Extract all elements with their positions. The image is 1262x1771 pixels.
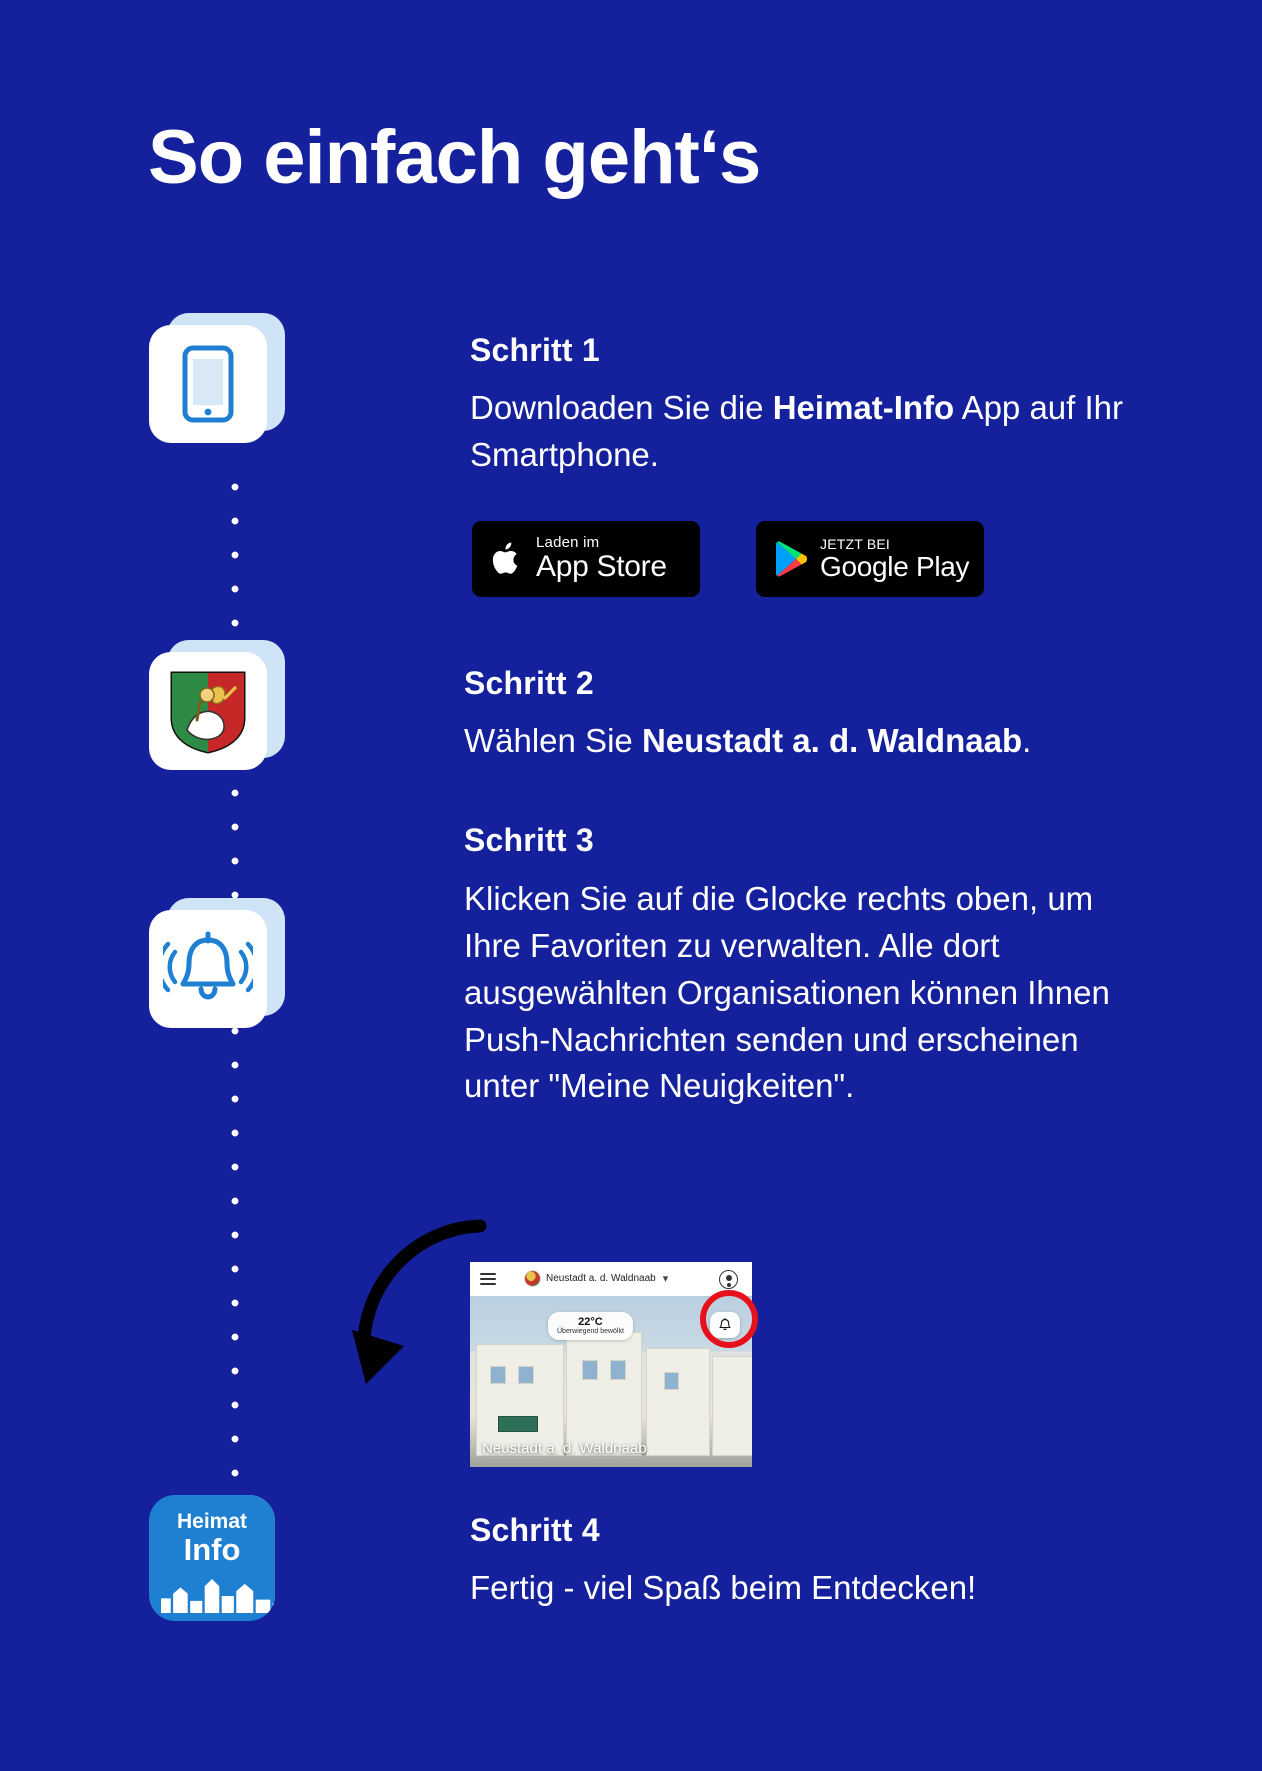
step-1-heading: Schritt 1 bbox=[470, 332, 600, 368]
step-1-body bbox=[470, 385, 1160, 479]
google-play-triangle-icon bbox=[772, 539, 808, 579]
step-2-body-bold: Neustadt a. d. Waldnaab bbox=[641, 722, 1023, 759]
chevron-down-icon: ▾ bbox=[662, 1273, 669, 1285]
step-1-body-prefix: Downloaden Sie die bbox=[470, 389, 773, 426]
apple-app-store-badge[interactable] bbox=[472, 521, 700, 597]
ringing-bell-icon bbox=[149, 910, 267, 1028]
smartphone-icon bbox=[149, 325, 267, 443]
google-badge-small-text: JETZT BEI bbox=[820, 535, 890, 552]
step-2-body bbox=[464, 718, 1204, 765]
curved-arrow-icon bbox=[352, 1218, 487, 1398]
step-3-heading: Schritt 3 bbox=[464, 822, 594, 858]
app-topbar bbox=[470, 1262, 752, 1296]
app-icon-line2: Info bbox=[183, 1532, 241, 1567]
city-selector-label: Neustadt a. d. Waldnaab bbox=[546, 1273, 656, 1284]
step-2-body-prefix: Wählen Sie bbox=[464, 722, 642, 759]
apple-badge-big-text: App Store bbox=[536, 550, 667, 584]
app-icon-text bbox=[149, 1511, 275, 1565]
step-2-body-suffix: . bbox=[1022, 722, 1032, 759]
coat-of-arms-icon bbox=[149, 652, 267, 770]
step-4-body: Fertig - viel Spaß beim Entdecken! bbox=[470, 1569, 977, 1606]
hero-photo-caption: Neustadt a. d. Waldnaab bbox=[482, 1440, 647, 1457]
apple-logo-icon bbox=[490, 539, 524, 579]
page-title: So einfach geht‘s bbox=[148, 115, 761, 200]
app-screenshot bbox=[470, 1262, 752, 1467]
google-play-badge[interactable] bbox=[756, 521, 984, 597]
step-2-heading: Schritt 2 bbox=[464, 665, 594, 701]
step-3-icon-card bbox=[149, 910, 267, 1028]
weather-widget[interactable] bbox=[548, 1312, 633, 1340]
google-badge-big-text: Google Play bbox=[820, 550, 970, 582]
heimat-info-app-icon bbox=[149, 1495, 275, 1621]
hamburger-menu-icon[interactable] bbox=[480, 1273, 496, 1285]
city-selector[interactable] bbox=[524, 1270, 668, 1287]
coat-of-arms-mini-icon bbox=[524, 1270, 541, 1287]
step-4-heading: Schritt 4 bbox=[470, 1512, 600, 1548]
weather-description: Überwiegend bewölkt bbox=[557, 1328, 624, 1335]
app-icon-line1: Heimat bbox=[176, 1510, 248, 1533]
step-2-icon-card bbox=[149, 652, 267, 770]
step-3-body: Klicken Sie auf die Glocke rechts oben, um Ihre Favoriten zu verwalten. Alle dort ausgewählten Organisationen können Ihnen Push-Nachrichten senden und erscheinen unter "Meine Neuigkeiten". bbox=[464, 880, 1110, 1105]
step-1-body-suffix: App auf Ihr Smartphone. bbox=[470, 389, 1124, 473]
step-1-icon-card bbox=[149, 325, 267, 443]
account-circle-icon[interactable] bbox=[719, 1270, 738, 1289]
step-1-body-bold: Heimat-Info bbox=[772, 389, 955, 426]
apple-badge-small-text: Laden im bbox=[536, 534, 600, 552]
bell-highlight-circle bbox=[700, 1290, 758, 1348]
weather-temperature: 22°C bbox=[578, 1316, 603, 1328]
skyline-icon bbox=[161, 1579, 275, 1613]
